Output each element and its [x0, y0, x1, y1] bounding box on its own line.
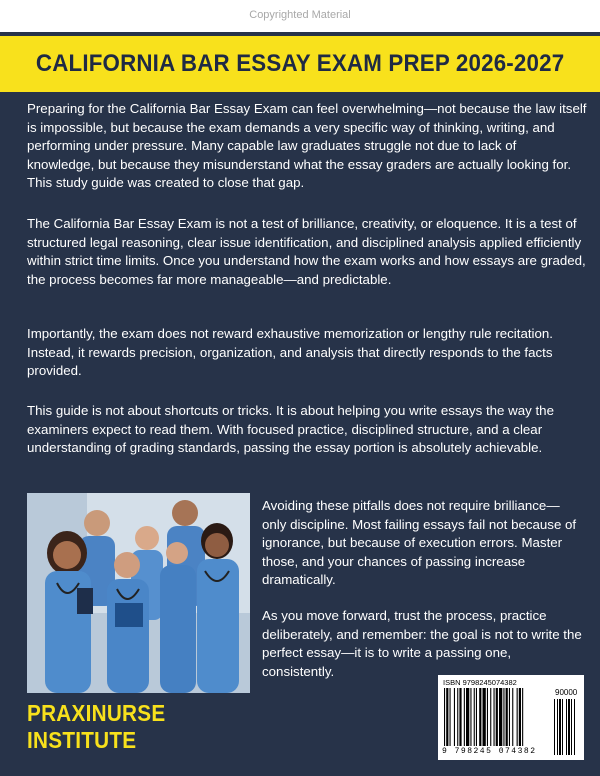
addon-bar [566, 699, 567, 755]
barcode-bar [517, 688, 518, 746]
barcode-bar [483, 688, 486, 746]
addon-bar [562, 699, 563, 755]
nurses-group-photo [27, 493, 250, 693]
title-banner [0, 36, 600, 92]
barcode-bar [457, 688, 458, 746]
barcode-bar [464, 688, 465, 746]
barcode-bar [490, 688, 491, 746]
paragraph-pitfalls: Avoiding these pitfalls does not require brilliance—only discipline. Most failing essays fail not because of ignorance, but because of execution errors. Master those, and your chances of passing increase dramatically. [262, 498, 577, 588]
paragraph-exam-nature: The California Bar Essay Exam is not a test of brilliance, creativity, or eloquence. It is a test of structured legal reasoning, clear issue identification, and disciplined analysis applied efficiently within strict time limits. Once you understand how the exam works and how essays are graded, the process becomes far more manageable—and predictable. [27, 216, 586, 287]
barcode-bar [474, 688, 475, 746]
addon-bar [574, 699, 575, 755]
barcode-bar [470, 688, 471, 746]
isbn-barcode [438, 675, 584, 760]
addon-bar [557, 699, 558, 755]
barcode-bar [522, 688, 523, 746]
addon-bar [571, 699, 572, 755]
addon-bar [554, 699, 555, 755]
paragraph-intro: Preparing for the California Bar Essay Exam can feel overwhelming—not because the law itself is impossible, but because the exam demands a very specific way of thinking, writing, and performing under pressure. Many capable law graduates struggle not due to lack of knowledge, but because they misunderstand what the essay graders are actually looking for. This study guide was created to close that gap. [27, 101, 587, 191]
barcode-bar [450, 688, 451, 746]
barcode-bar [444, 688, 445, 746]
price-code: 90000 [555, 688, 578, 697]
paragraph-guide-purpose: This guide is not about shortcuts or tricks. It is about helping you write essays the way the examiners expect to read them. With focused practice, disciplined structure, and a clear understanding of grading standards, passing the essay portion is absolutely achievable. [27, 403, 554, 456]
barcode-bar [494, 688, 495, 746]
barcode-bar [506, 688, 508, 746]
barcode-bar [446, 688, 448, 746]
barcode-bar [476, 688, 477, 746]
barcode-bar [496, 688, 498, 746]
barcode-bar [454, 688, 455, 746]
isbn-label: ISBN 9798245074382 [443, 678, 517, 687]
paragraph-importantly: Importantly, the exam does not reward exhaustive memorization or lengthy rule recitation. Instead, it rewards precision, organization, and analysis that directly responds to the facts provided. [27, 326, 553, 379]
barcode-bar [509, 688, 510, 746]
paragraph-move-forward: As you move forward, trust the process, practice deliberately, and remember: the goal is not to write the perfect essay—it is to write a passing one, consistently. [262, 608, 582, 679]
copyright-watermark: Copyrighted Material [249, 9, 351, 21]
barcode-bar [487, 688, 488, 746]
addon-bar [559, 699, 561, 755]
book-title: CALIFORNIA BAR ESSAY EXAM PREP 2026-2027 [35, 50, 565, 77]
barcode-bar [479, 688, 481, 746]
addon-bar [568, 699, 570, 755]
nurses-illustration [27, 493, 250, 693]
barcode-bar [512, 688, 513, 746]
barcode-bar [466, 688, 469, 746]
barcode-digits: 9 798245 074382 [442, 747, 537, 756]
barcode-bar [499, 688, 502, 746]
barcode-bar [503, 688, 504, 746]
barcode-bar [459, 688, 461, 746]
publisher-name: PRAXINURSE INSTITUTE [27, 700, 166, 753]
barcode-bar [519, 688, 521, 746]
